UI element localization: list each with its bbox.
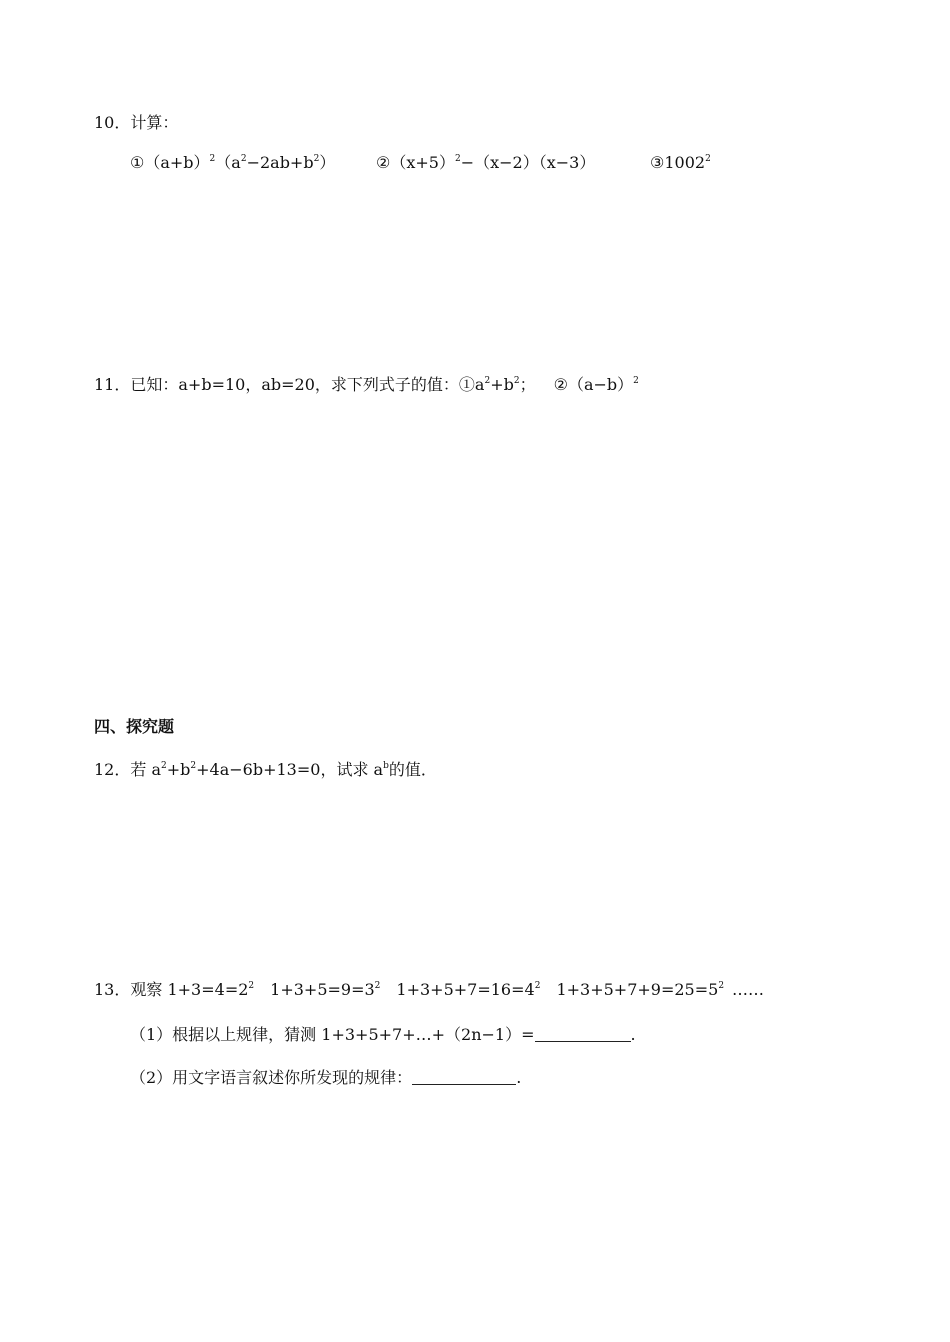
- pattern-equation: 1+3+5+7=16=4: [396, 980, 535, 999]
- question-number: 12．: [94, 760, 131, 779]
- pattern-equation: 1+3=4=2: [167, 980, 249, 999]
- answer-blank[interactable]: [412, 1070, 516, 1085]
- expr-text: ）: [319, 153, 336, 172]
- circled-mark: ②: [553, 375, 568, 394]
- expr-text: （a+b）: [144, 153, 210, 172]
- period: .: [630, 1025, 636, 1044]
- question-11: [94, 375, 639, 395]
- question-10-heading: [94, 113, 178, 133]
- question-12: [94, 760, 437, 780]
- circled-mark: ①: [130, 153, 145, 172]
- expr-text: +4a−6b+13=0，试求 a: [196, 760, 384, 779]
- ellipsis: ……: [732, 980, 765, 999]
- expr-text: a: [474, 375, 485, 394]
- expr-text: 1002: [664, 153, 706, 172]
- question-text: 观察: [130, 980, 168, 999]
- exponent: 2: [633, 376, 639, 386]
- circled-mark: ①: [458, 375, 475, 394]
- circled-mark: ③: [650, 153, 665, 172]
- question-10-part-2: [376, 153, 595, 173]
- question-text: 已知：a+b=10，ab=20，求下列式子的值：: [130, 375, 459, 394]
- sub-question-text: （2）用文字语言叙述你所发现的规律：: [130, 1068, 413, 1087]
- exponent: 2: [534, 981, 541, 991]
- question-number: 11．: [94, 375, 131, 394]
- expr-text: +b: [490, 375, 514, 394]
- question-10-part-1: [130, 153, 335, 173]
- question-number: 13．: [94, 980, 131, 999]
- question-10-part-3: [650, 153, 711, 173]
- question-13: [94, 980, 764, 1000]
- exponent: 2: [209, 154, 216, 164]
- exponent: 2: [190, 761, 197, 771]
- expr-text: −（x−2）（x−3）: [460, 153, 596, 172]
- exponent: b: [383, 761, 389, 771]
- exponent: 2: [313, 154, 320, 164]
- expr-text: 的值．: [388, 760, 437, 779]
- period: .: [516, 1068, 522, 1087]
- question-13-sub-2: [130, 1068, 521, 1088]
- expr-text: （a−b）: [567, 375, 634, 394]
- pattern-equation: 1+3+5+7+9=25=5: [556, 980, 719, 999]
- section-heading: 四、探究题: [94, 717, 175, 736]
- answer-blank[interactable]: [535, 1027, 631, 1042]
- exponent: 2: [513, 376, 520, 386]
- sub-question-text: （1）根据以上规律，猜测 1+3+5+7+…+（2n−1）=: [130, 1025, 535, 1044]
- exponent: 2: [454, 154, 461, 164]
- exponent: 2: [240, 154, 247, 164]
- expr-text: +b: [166, 760, 191, 779]
- expr-text: −2ab+b: [246, 153, 314, 172]
- question-13-sub-1: [130, 1025, 636, 1045]
- exponent: 2: [248, 981, 255, 991]
- exponent: 2: [161, 761, 167, 771]
- question-title: 计算：: [130, 113, 179, 132]
- circled-mark: ②: [376, 153, 391, 172]
- question-number: 10．: [94, 113, 131, 132]
- exponent: 2: [705, 154, 711, 164]
- exponent: 2: [374, 981, 381, 991]
- pattern-equation: 1+3+5=9=3: [270, 980, 375, 999]
- exponent: 2: [484, 376, 491, 386]
- expr-text: （a: [215, 153, 241, 172]
- expr-text: （x+5）: [390, 153, 455, 172]
- exponent: 2: [718, 981, 725, 991]
- expr-text: ；: [519, 375, 536, 394]
- expr-text: 若 a: [130, 760, 162, 779]
